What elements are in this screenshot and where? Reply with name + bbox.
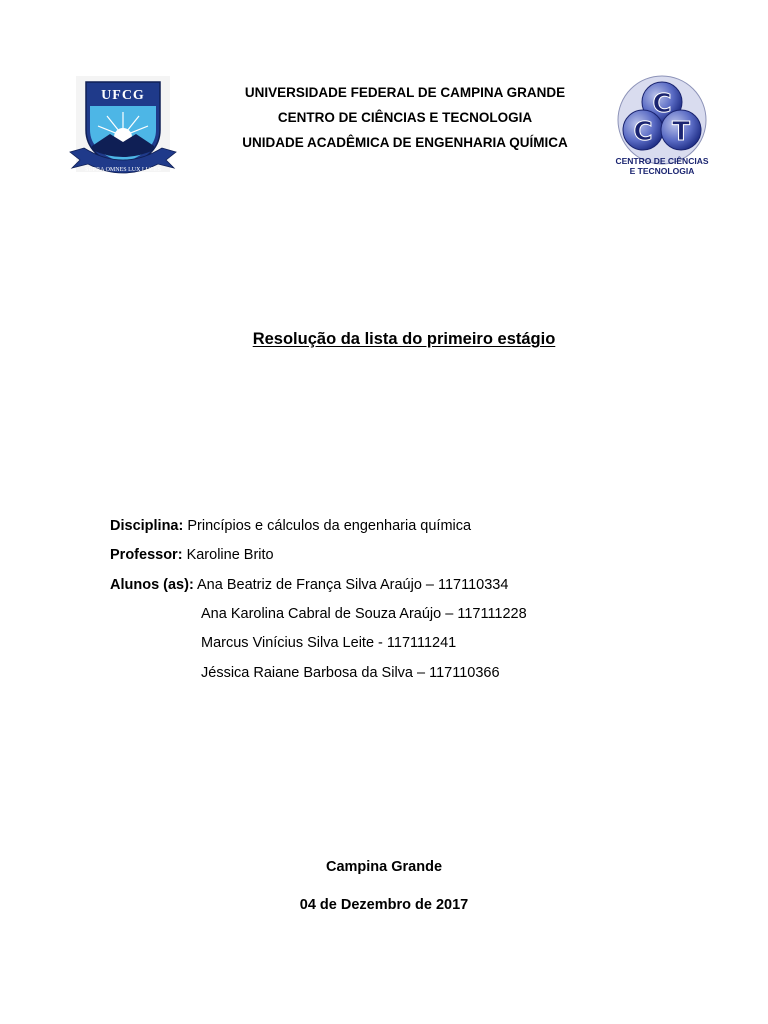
header-department: UNIDADE ACADÊMICA DE ENGENHARIA QUÍMICA: [242, 135, 568, 150]
cct-letter-c2: C: [633, 117, 653, 147]
discipline-value: Princípios e cálculos da engenharia química: [187, 518, 472, 534]
document-title: Resolução da lista do primeiro estágio: [252, 330, 556, 348]
professor-line: [110, 547, 274, 563]
ufcg-acronym: UFCG: [101, 88, 145, 103]
date: 04 de Dezembro de 2017: [299, 897, 469, 913]
cct-caption-line1: CENTRO DE CIÊNCIAS: [615, 156, 709, 166]
discipline-label: Disciplina:: [110, 518, 184, 534]
professor-value: Karoline Brito: [186, 547, 274, 563]
discipline-line: [110, 518, 471, 534]
students-label: Alunos (as):: [110, 577, 194, 593]
ufcg-logo: [62, 74, 184, 186]
cct-letter-c1: C: [652, 89, 672, 119]
cct-caption-line2: E TECNOLOGIA: [629, 166, 695, 176]
student-name: Jéssica Raiane Barbosa da Silva – 117110366: [201, 665, 500, 681]
city: Campina Grande: [325, 859, 443, 875]
student-name: Marcus Vinícius Silva Leite - 117111241: [201, 635, 457, 651]
ufcg-motto: SUPRA OMNES LUX LUCES: [85, 167, 161, 173]
header-center: CENTRO DE CIÊNCIAS E TECNOLOGIA: [277, 110, 533, 125]
students-line: [110, 577, 508, 593]
cct-letter-t: T: [672, 117, 690, 147]
header-university: UNIVERSIDADE FEDERAL DE CAMPINA GRANDE: [244, 85, 566, 100]
student-name: Ana Beatriz de França Silva Araújo – 117110334: [197, 577, 509, 593]
student-name: Ana Karolina Cabral de Souza Araújo – 117111228: [201, 606, 527, 622]
professor-label: Professor:: [110, 547, 183, 563]
